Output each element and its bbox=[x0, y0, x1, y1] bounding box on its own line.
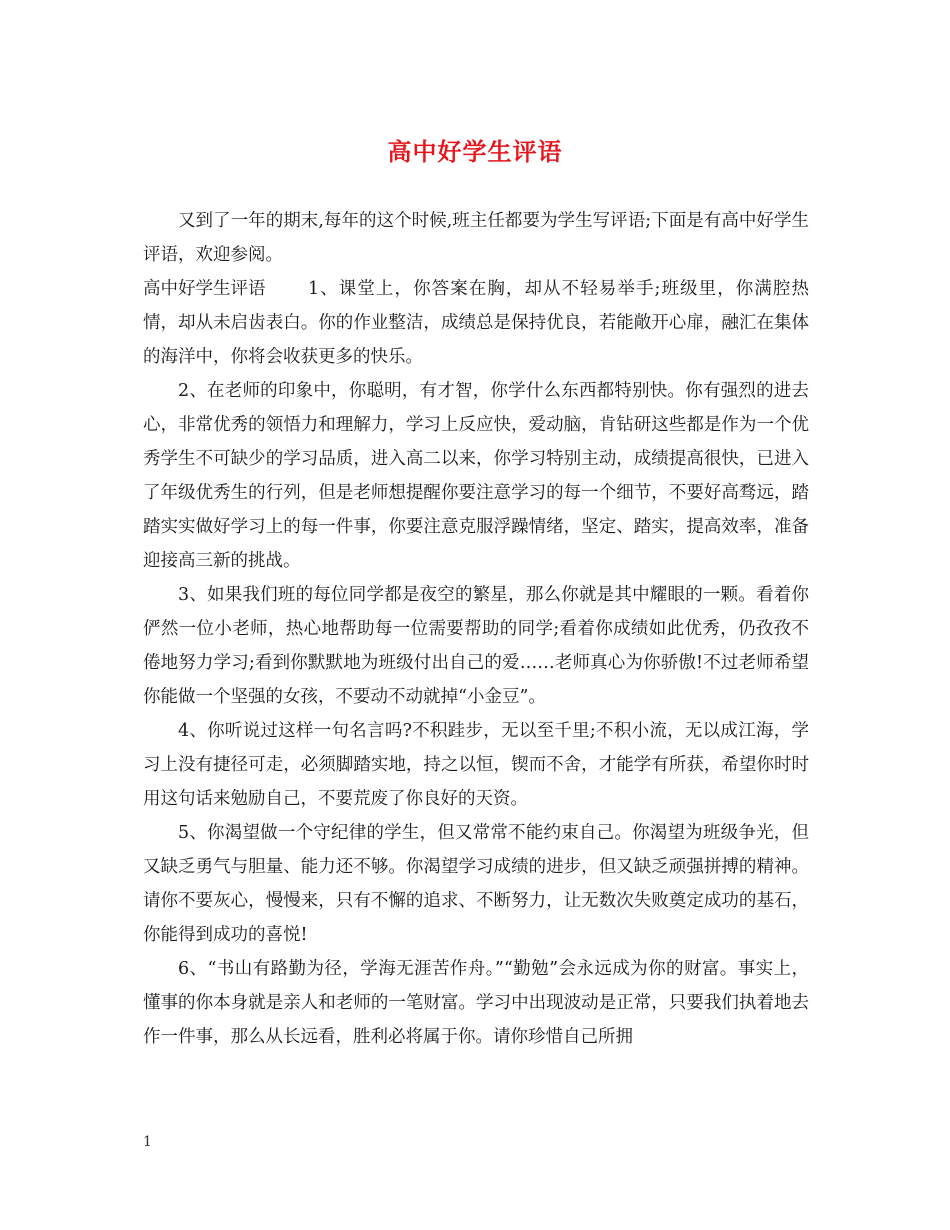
section-label: 高中好学生评语 bbox=[143, 279, 266, 299]
paragraph-1 bbox=[143, 272, 809, 374]
page-title: 高中好学生评语 bbox=[387, 137, 563, 166]
document-body bbox=[143, 204, 809, 1054]
paragraph-2: 2、在老师的印象中，你聪明，有才智，你学什么东西都特别快。你有强烈的进去心，非常优秀的领悟力和理解力，学习上反应快，爱动脑，肯钻研这些都是作为一个优秀学生不可缺少的学习品质，进入高二以来，你学习特别主动，成绩提高很快，已进入了年级优秀生的行列，但是老师想提醒你要注意学习的每一个细节，不要好高骛远，踏踏实实做好学习上的每一件事，你要注意克服浮躁情绪，坚定、踏实，提高效率，准备迎接高三新的挑战。 bbox=[143, 381, 809, 571]
paragraph-6: 6、“书山有路勤为径，学海无涯苦作舟。”“勤勉”会永远成为你的财富。事实上，懂事的你本身就是亲人和老师的一笔财富。学习中出现波动是正常，只要我们执着地去作一件事，那么从长远看，胜利必将属于你。请你珍惜自己所拥 bbox=[143, 959, 809, 1047]
intro-paragraph: 又到了一年的期末,每年的这个时候,班主任都要为学生写评语;下面是有高中好学生评语，欢迎参阅。 bbox=[143, 211, 809, 265]
paragraph-3: 3、如果我们班的每位同学都是夜空的繁星，那么你就是其中耀眼的一颗。看着你俨然一位小老师，热心地帮助每一位需要帮助的同学;看着你成绩如此优秀，仍孜孜不倦地努力学习;看到你默默地为班级付出自己的爱……老师真心为你骄傲!不过老师希望你能做一个坚强的女孩，不要动不动就掉“小金豆”。 bbox=[143, 585, 809, 707]
paragraph-4: 4、你听说过这样一句名言吗?不积跬步，无以至千里;不积小流，无以成江海，学习上没有捷径可走，必须脚踏实地，持之以恒，锲而不舍，才能学有所获，希望你时时用这句话来勉励自己，不要荒废了你良好的天资。 bbox=[143, 721, 809, 809]
paragraph-1-text: 1、课堂上，你答案在胸，却从不轻易举手;班级里，你满腔热情，却从未启齿表白。你的作业整洁，成绩总是保持优良，若能敞开心扉，融汇在集体的海洋中，你将会收获更多的快乐。 bbox=[143, 279, 809, 367]
page-number: 1 bbox=[143, 1134, 152, 1150]
paragraph-5: 5、你渴望做一个守纪律的学生，但又常常不能约束自己。你渴望为班级争光，但又缺乏勇气与胆量、能力还不够。你渴望学习成绩的进步，但又缺乏顽强拼搏的精神。请你不要灰心，慢慢来，只有不懈的追求、不断努力，让无数次失败奠定成功的基石，你能得到成功的喜悦! bbox=[143, 823, 809, 945]
